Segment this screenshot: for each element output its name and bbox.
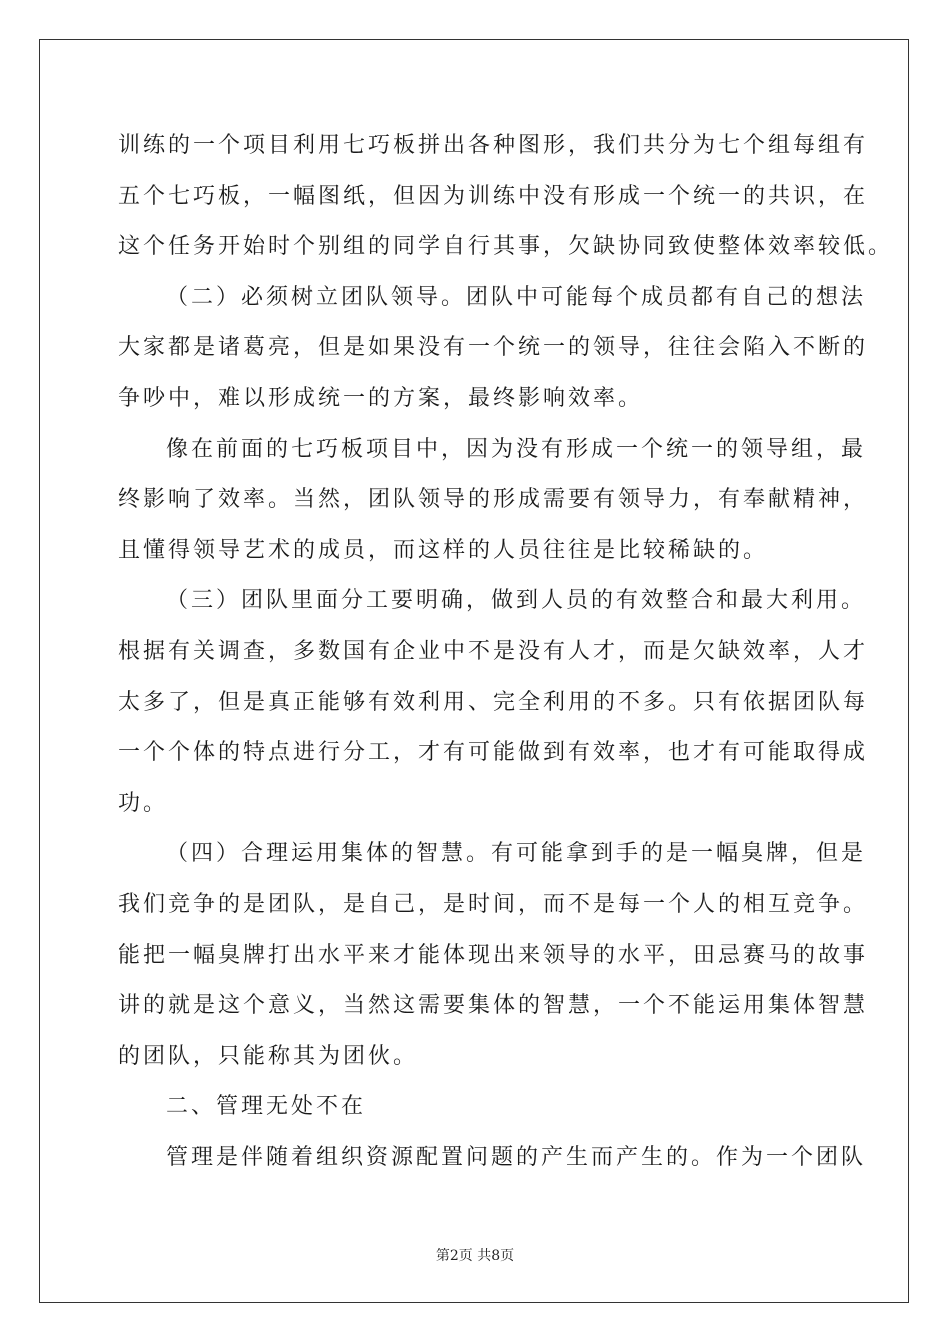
- text-line: （二）必须树立团队领导。团队中可能每个成员都有自己的想法: [166, 284, 867, 310]
- text-line: 我们竞争的是团队，是自己，是时间，而不是每一个人的相互竞争。: [118, 892, 869, 917]
- text-line: （四）合理运用集体的智慧。有可能拿到手的是一幅臭牌，但是: [166, 841, 867, 867]
- text-line: 终影响了效率。当然，团队领导的形成需要有领导力，有奉献精神，: [118, 487, 869, 513]
- text-line: 根据有关调查，多数国有企业中不是没有人才，而是欠缺效率，人才: [118, 639, 869, 664]
- text-line: 训练的一个项目利用七巧板拼出各种图形，我们共分为七个组每组有: [118, 133, 869, 158]
- text-line: 五个七巧板，一幅图纸，但因为训练中没有形成一个统一的共识，在: [118, 183, 869, 209]
- text-line: 二、管理无处不在: [166, 1094, 367, 1120]
- text-line: 太多了，但是真正能够有效利用、完全利用的不多。只有依据团队每: [118, 689, 869, 715]
- text-line: 能把一幅臭牌打出水平来才能体现出来领导的水平，田忌赛马的故事: [118, 942, 869, 968]
- text-line: 功。: [118, 790, 169, 816]
- text-line: 这个任务开始时个别组的同学自行其事，欠缺协同致使整体效率较低。: [118, 234, 894, 260]
- text-line: 讲的就是这个意义，当然这需要集体的智慧，一个不能运用集体智慧: [118, 993, 869, 1019]
- text-line: 争吵中，难以形成统一的方案，最终影响效率。: [118, 386, 644, 411]
- text-line: 大家都是诸葛亮，但是如果没有一个统一的领导，往往会陷入不断的: [118, 335, 869, 361]
- text-line: 像在前面的七巧板项目中，因为没有形成一个统一的领导组，最: [166, 436, 867, 462]
- page-number-footer: 第2页 共8页: [435, 1248, 515, 1264]
- text-line: 的团队，只能称其为团伙。: [118, 1043, 419, 1069]
- text-line: 管理是伴随着组织资源配置问题的产生而产生的。作为一个团队: [166, 1145, 867, 1170]
- text-line: 一个个体的特点进行分工，才有可能做到有效率，也才有可能取得成: [118, 740, 869, 766]
- text-line: （三）团队里面分工要明确，做到人员的有效整合和最大利用。: [166, 588, 867, 614]
- text-line: 且懂得领导艺术的成员，而这样的人员往往是比较稀缺的。: [118, 537, 769, 563]
